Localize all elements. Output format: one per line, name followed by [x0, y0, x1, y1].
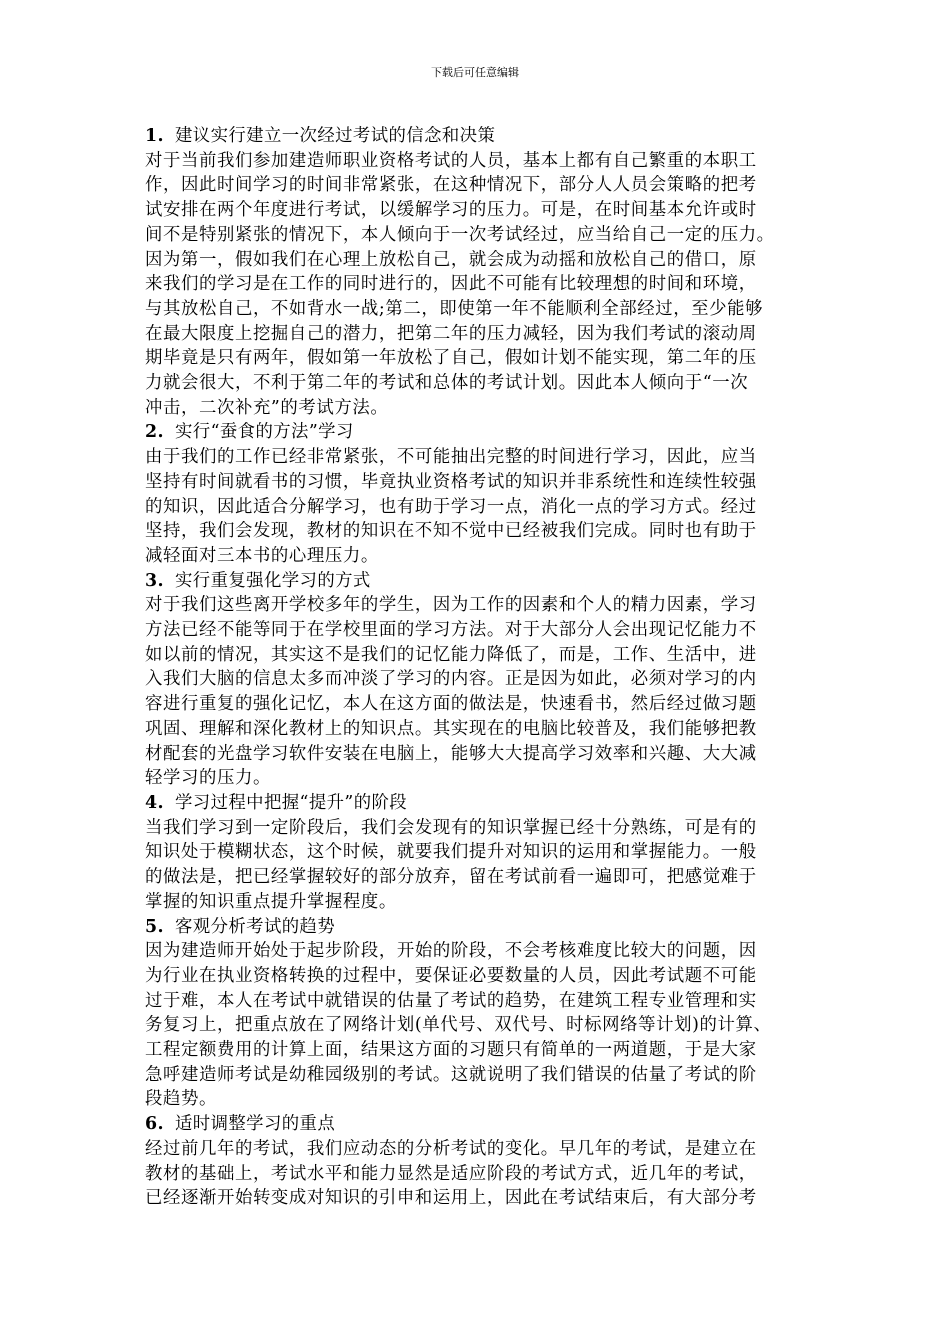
- section-title: 适时调整学习的重点: [175, 1114, 336, 1135]
- paragraph-line: 工程定额费用的计算上面，结果这方面的习题只有简单的一两道题，于是大家: [145, 1040, 757, 1061]
- paragraph-line: 作，因此时间学习的时间非常紧张，在这种情况下，部分人人员会策略的把考: [145, 175, 757, 196]
- paragraph-line: 间不是特别紧张的情况下，本人倾向于一次考试经过，应当给自己一定的压力。: [145, 224, 775, 245]
- section-paragraph: [145, 149, 825, 421]
- paragraph-line: 力就会很大，不利于第二年的考试和总体的考试计划。因此本人倾向于“一次: [145, 373, 749, 394]
- section-title: 客观分析考试的趋势: [175, 916, 336, 937]
- paragraph-line: 坚持，我们会发现，教材的知识在不知不觉中已经被我们完成。同时也有助于: [145, 521, 757, 542]
- paragraph-line: 知识处于模糊状态，这个时候，就要我们提升对知识的运用和掌握能力。一般: [145, 842, 757, 863]
- section-heading: [145, 420, 825, 445]
- paragraph-line: 巩固、理解和深化教材上的知识点。其实现在的电脑比较普及，我们能够把教: [145, 718, 757, 739]
- section-heading: [145, 124, 825, 149]
- page-header-note: 下载后可任意编辑: [431, 66, 519, 79]
- paragraph-line: 坚持有时间就看书的习惯，毕竟执业资格考试的知识并非系统性和连续性较强: [145, 471, 757, 492]
- section-number: 4.: [145, 792, 164, 813]
- section-number: 6.: [145, 1114, 164, 1135]
- section-number: 1.: [145, 126, 164, 146]
- section-heading: [145, 915, 825, 940]
- paragraph-line: 对于我们这些离开学校多年的学生，因为工作的因素和个人的精力因素，学习: [145, 595, 757, 616]
- section-number: 5.: [145, 916, 164, 937]
- paragraph-line: 容进行重复的强化记忆，本人在这方面的做法是，快速看书，然后经过做习题: [145, 694, 757, 715]
- paragraph-line: 冲击，二次补充”的考试方法。: [145, 397, 389, 418]
- paragraph-line: 方法已经不能等同于在学校里面的学习方法。对于大部分人会出现记忆能力不: [145, 620, 757, 641]
- paragraph-line: 对于当前我们参加建造师职业资格考试的人员，基本上都有自己繁重的本职工: [145, 150, 757, 171]
- paragraph-line: 急呼建造师考试是幼稚园级别的考试。这就说明了我们错误的估量了考试的阶: [145, 1064, 757, 1085]
- paragraph-line: 已经逐渐开始转变成对知识的引申和运用上，因此在考试结束后，有大部分考: [145, 1188, 757, 1209]
- paragraph-line: 材配套的光盘学习软件安装在电脑上，能够大大提高学习效率和兴趣、大大减: [145, 743, 757, 764]
- paragraph-line: 在最大限度上挖掘自己的潜力，把第二年的压力减轻，因为我们考试的滚动周: [145, 323, 757, 344]
- paragraph-line: 教材的基础上，考试水平和能力显然是适应阶段的考试方式，近几年的考试，: [145, 1163, 757, 1184]
- paragraph-line: 过于难，本人在考试中就错误的估量了考试的趋势，在建筑工程专业管理和实: [145, 990, 757, 1011]
- section-title: 实行重复强化学习的方式: [175, 570, 371, 591]
- section-paragraph: [145, 593, 825, 791]
- paragraph-line: 轻学习的压力。: [145, 768, 271, 789]
- section-number: 3.: [145, 570, 164, 591]
- section-heading: [145, 791, 825, 816]
- paragraph-line: 如以前的情况，其实这不是我们的记忆能力降低了，而是，工作、生活中，进: [145, 644, 757, 665]
- section-title: 建议实行建立一次经过考试的信念和决策: [175, 126, 496, 146]
- paragraph-line: 为行业在执业资格转换的过程中，要保证必要数量的人员，因此考试题不可能: [145, 965, 757, 986]
- section-heading: [145, 1112, 825, 1137]
- paragraph-line: 期毕竟是只有两年，假如第一年放松了自己，假如计划不能实现，第二年的压: [145, 348, 757, 369]
- paragraph-line: 减轻面对三本书的心理压力。: [145, 545, 379, 566]
- section-title: 学习过程中把握“提升”的阶段: [175, 792, 408, 813]
- section-paragraph: [145, 816, 825, 915]
- paragraph-line: 因为第一，假如我们在心理上放松自己，就会成为动摇和放松自己的借口，原: [145, 249, 757, 270]
- section-paragraph: [145, 939, 825, 1112]
- paragraph-line: 经过前几年的考试，我们应动态的分析考试的变化。早几年的考试，是建立在: [145, 1138, 757, 1159]
- paragraph-line: 务复习上，把重点放在了网络计划(单代号、双代号、时标网络等计划)的计算、: [145, 1015, 772, 1036]
- paragraph-line: 因为建造师开始处于起步阶段，开始的阶段，不会考核难度比较大的问题，因: [145, 941, 757, 962]
- paragraph-line: 的知识，因此适合分解学习，也有助于学习一点，消化一点的学习方式。经过: [145, 496, 757, 517]
- paragraph-line: 入我们大脑的信息太多而冲淡了学习的内容。正是因为如此，必须对学习的内: [145, 669, 757, 690]
- paragraph-line: 段趋势。: [145, 1089, 217, 1110]
- paragraph-line: 掌握的知识重点提升掌握程度。: [145, 891, 397, 912]
- paragraph-line: 与其放松自己，不如背水一战;第二，即使第一年不能顺利全部经过，至少能够: [145, 298, 764, 319]
- section-number: 2.: [145, 422, 164, 443]
- paragraph-line: 试安排在两个年度进行考试，以缓解学习的压力。可是，在时间基本允许或时: [145, 200, 757, 221]
- document-body: [145, 124, 825, 1211]
- paragraph-line: 来我们的学习是在工作的同时进行的，因此不可能有比较理想的时间和环境，: [145, 274, 757, 295]
- section-paragraph: [145, 1137, 825, 1211]
- paragraph-line: 的做法是，把已经掌握较好的部分放弃，留在考试前看一遍即可，把感觉难于: [145, 867, 757, 888]
- section-title: 实行“蚕食的方法”学习: [175, 422, 354, 443]
- paragraph-line: 当我们学习到一定阶段后，我们会发现有的知识掌握已经十分熟练，可是有的: [145, 817, 757, 838]
- paragraph-line: 由于我们的工作已经非常紧张，不可能抽出完整的时间进行学习，因此，应当: [145, 447, 757, 468]
- section-heading: [145, 569, 825, 594]
- section-paragraph: [145, 445, 825, 569]
